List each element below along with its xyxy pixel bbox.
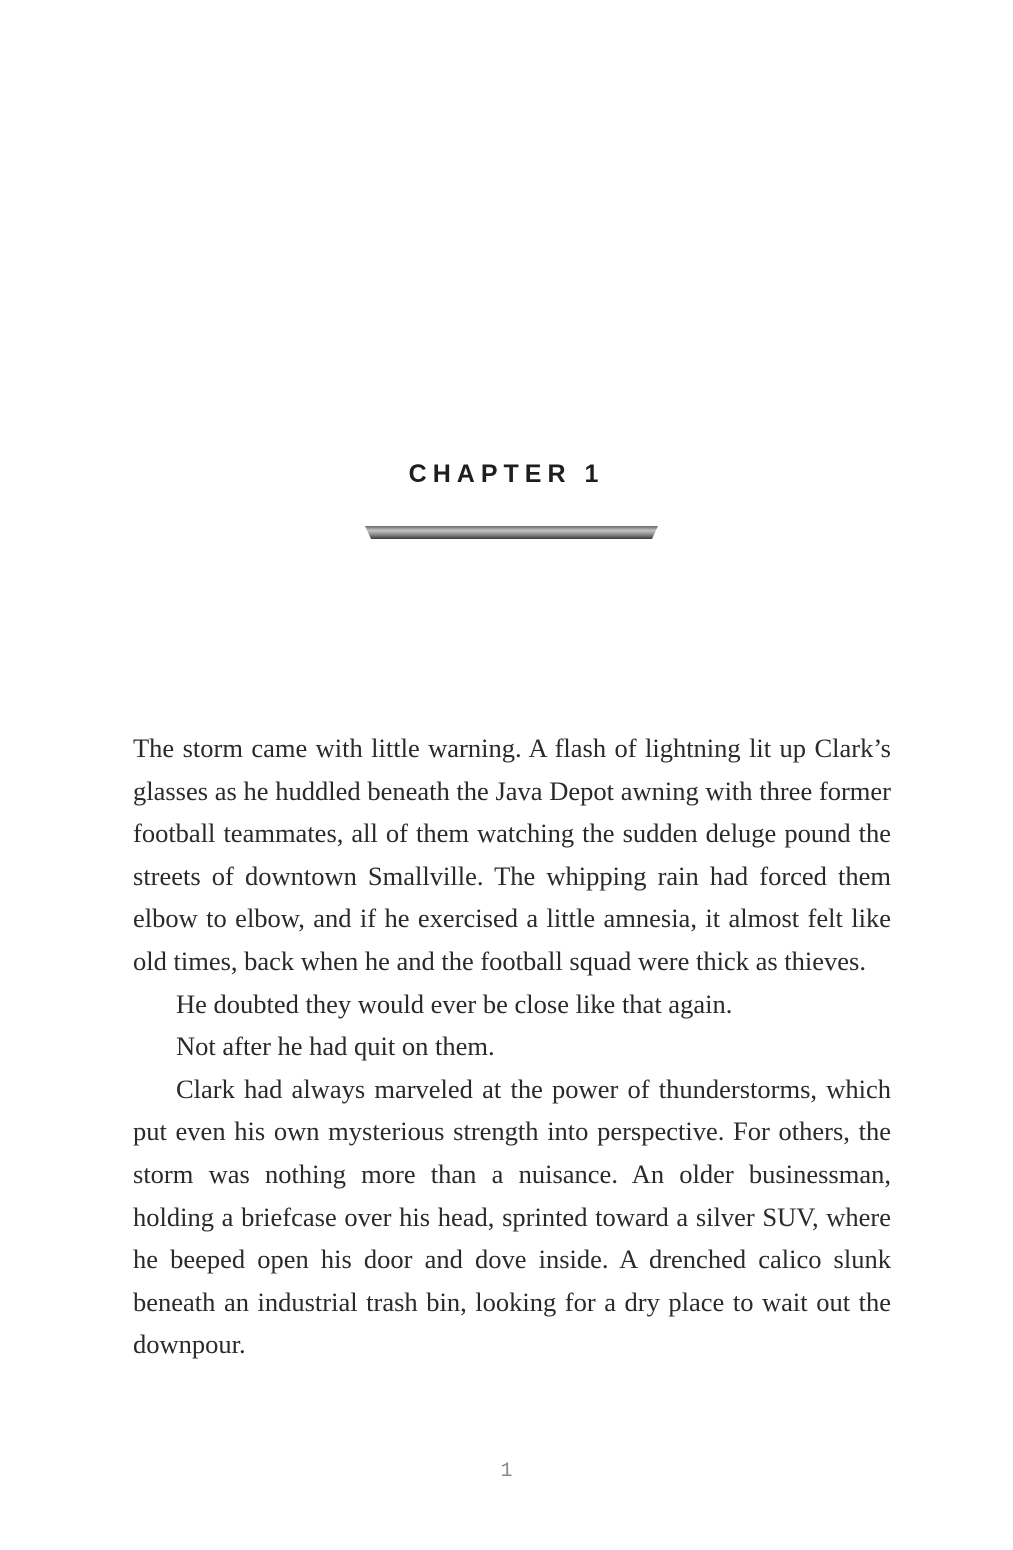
paragraph: He doubted they would ever be close like that again.	[176, 988, 733, 1019]
paragraph: Clark had always marveled at the power of thunderstorms, which put even his own mysterious strength into perspective. For others, the storm was nothing more than a nuisance. An older businessman, holding a briefcase over his head, sprinted toward a silver SUV, where he beeped open his door and dove inside. A drenched calico slunk beneath an industrial trash bin, looking for a dry place to wait out the downpour.	[133, 1073, 891, 1360]
chapter-heading: CHAPTER 1	[408, 460, 605, 488]
page-number: 1	[500, 1460, 513, 1483]
paragraph: The storm came with little warning. A flash of lightning lit up Clark’s glasses as he huddled beneath the Java Depot awning with three former football teammates, all of them watching the sudden deluge pound the streets of downtown Smallville. The whipping rain had forced them elbow to elbow, and if he exercised a little amnesia, it almost felt like old times, back when he and the football squad were thick as thieves.	[133, 733, 891, 976]
chapter-divider	[365, 526, 658, 539]
chapter-body	[133, 727, 891, 1366]
paragraph: Not after he had quit on them.	[176, 1031, 495, 1062]
